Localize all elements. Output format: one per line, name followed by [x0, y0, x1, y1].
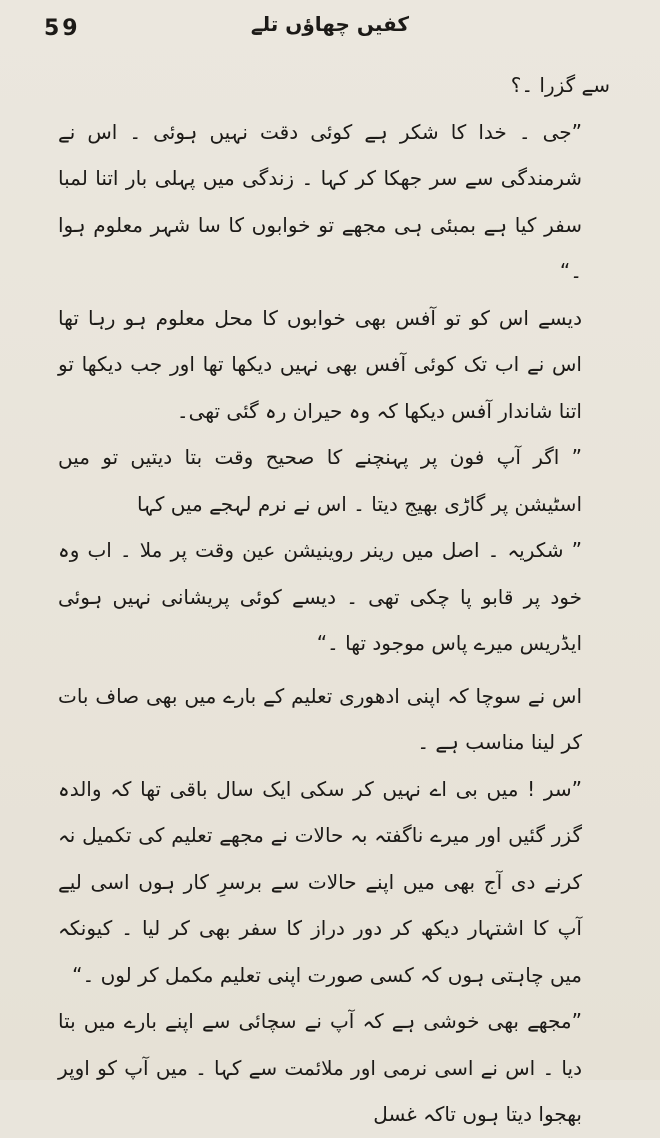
- body-text: [58, 62, 610, 1138]
- paragraph: ” شکریہ ۔ اصل میں رینر روینیشن عین وقت پر ملا ۔ اب وہ خود پر قابو پا چکی تھی ۔ دیسے کوئی پریشانی نہیں ہوئی ایڈریس میرے پاس موجود تھا ۔“: [58, 538, 582, 655]
- paragraph: ”مجھے بھی خوشی ہے کہ آپ نے سچائی سے اپنے بارے میں بتا دیا ۔ اس نے اسی نرمی اور ملائمت سے کہا ۔ میں آپ کو اوپر بھجوا دیتا ہوں تاکہ غسل: [58, 1009, 582, 1126]
- paragraph: ”جی ۔ خدا کا شکر ہے کوئی دقت نہیں ہوئی ۔ اس نے شرمندگی سے سر جھکا کر کہا ۔ زندگی میں پہلی بار اتنا لمبا سفر کیا ہے بمبئی ہی مجھے تو خوابوں کا سا شہر معلوم ہوا ۔“: [58, 119, 582, 283]
- page-number: 59: [44, 16, 81, 41]
- paragraph: اس نے سوچا کہ اپنی ادھوری تعلیم کے بارے میں بھی صاف بات کر لینا مناسب ہے ۔: [58, 683, 582, 754]
- paragraph: سے گزرا ۔؟: [510, 73, 610, 97]
- paragraph: ”سر ! میں بی اے نہیں کر سکی ایک سال باقی تھا کہ والدہ گزر گئیں اور میرے ناگفتہ بہ حالات نے مجھے تعلیم کی تکمیل نہ کرنے دی آج بھی میں اپنے حالات سے برسرِ کار ہوں اسی لیے آپ کا اشتہار دیکھ کر دور دراز کا سفر بھی کر لیا ۔ کیونکہ میں چاہتی ہوں کہ کسی صورت اپنی تعلیم مکمل کر لوں ۔“: [58, 776, 582, 987]
- running-title: کفیں چھاؤں تلے: [250, 12, 410, 36]
- paragraph: دیسے اس کو تو آفس بھی خوابوں کا محل معلوم ہو رہا تھا اس نے اب تک کوئی آفس بھی نہیں دیکھا تھا اور جب دیکھا تو اتنا شاندار آفس دیکھا کہ وہ حیران رہ گئی تھی۔: [58, 305, 582, 423]
- paragraph: ” اگر آپ فون پر پہنچنے کا صحیح وقت بتا دیتیں تو میں اسٹیشن پر گاڑی بھیج دیتا ۔ اس نے نرم لہجے میں کہا: [58, 445, 582, 516]
